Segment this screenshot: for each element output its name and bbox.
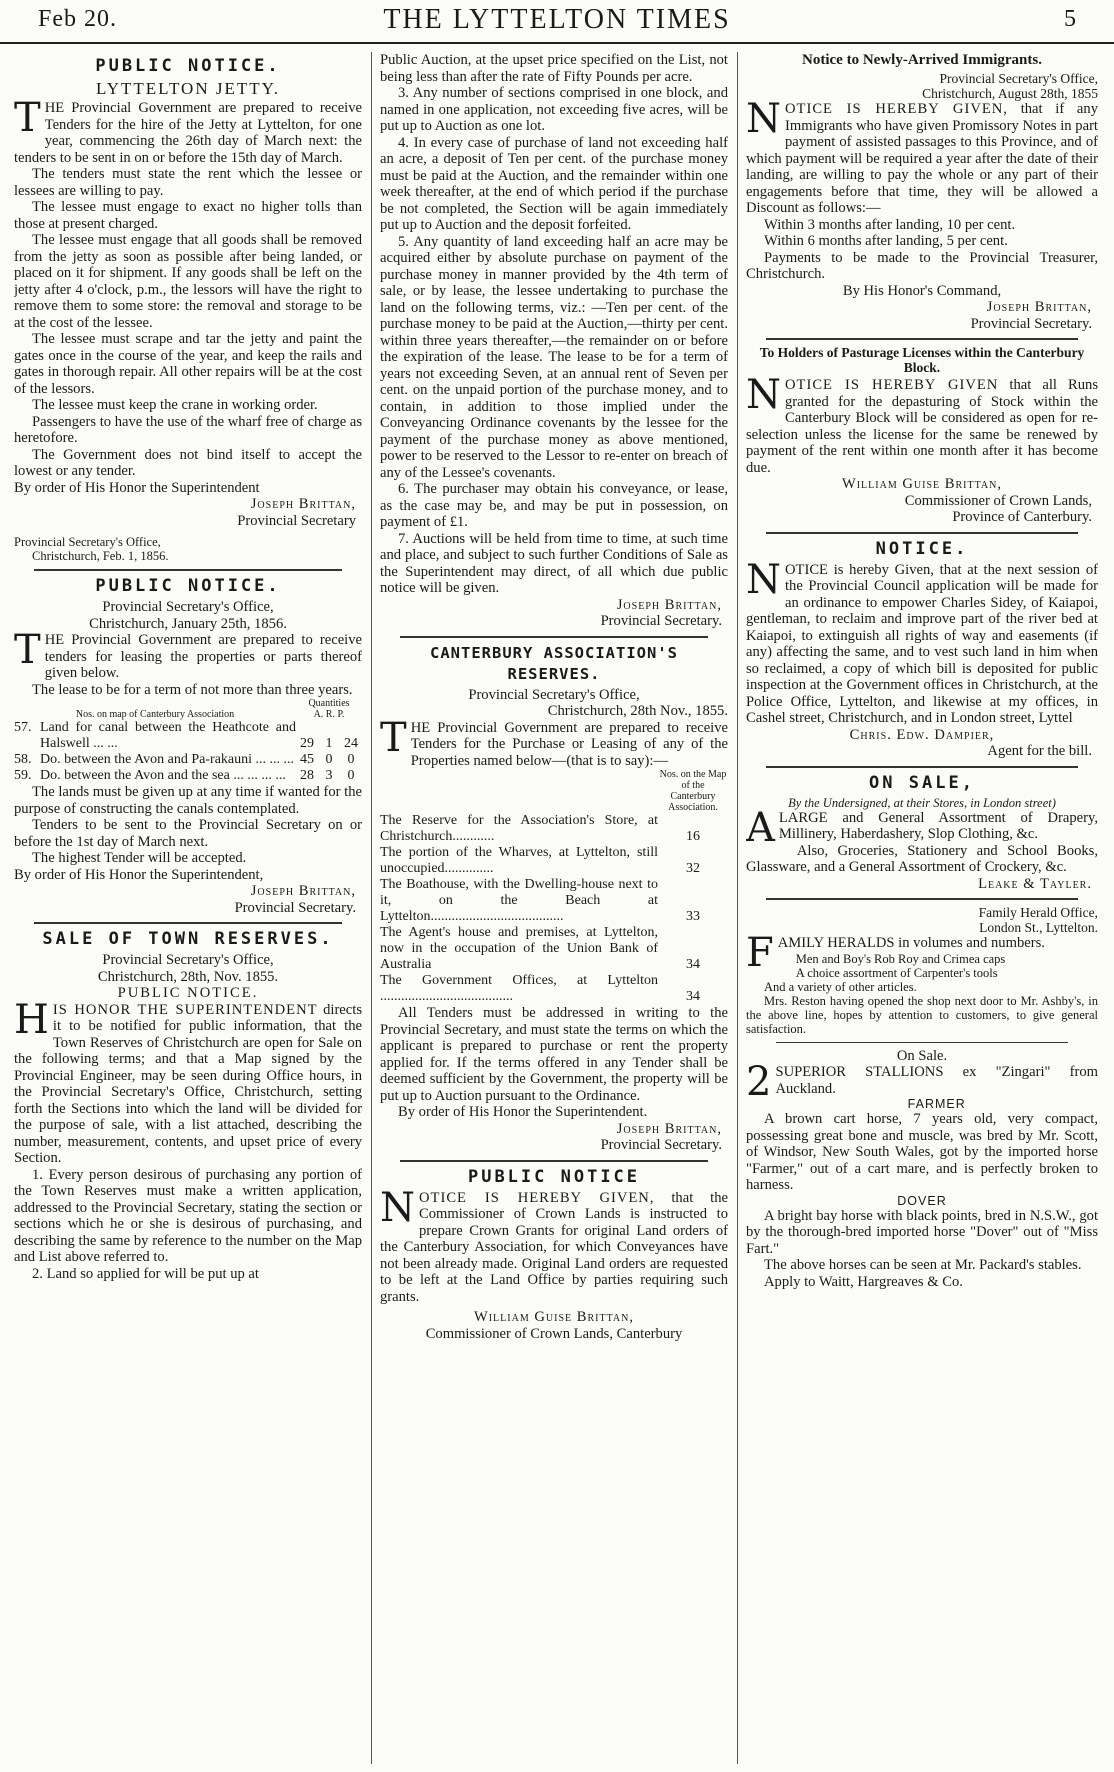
notice-separator [34, 922, 342, 924]
notice-paragraph: THE Provincial Government are prepared to receive Tenders for the hire of the Jetty at Lyttelton, for one year, commencing the 26th day of March next: the tenders to be sent in on or before the 15th day of March. [14, 95, 362, 166]
list-item: Men and Boy's Rob Roy and Crimea caps [795, 951, 1006, 966]
notice-paragraph: 6. The purchaser may obtain his conveyance, or lease, as the case may be, and may be put in possession, on payment of £1. [380, 481, 728, 530]
notice-paragraph: The tenders must state the rent which the lessee or lessees are willing to pay. [14, 166, 362, 199]
notice-paragraph: Also, Groceries, Stationery and School Books, Glassware, and a General Assortment of Crockery, &c. [746, 842, 1098, 875]
masthead [0, 0, 1114, 44]
notice-paragraph: All Tenders must be addressed in writing to the Provincial Secretary, and must state the terms on which the applicant is prepared to purchase or rent the property applied for. If the terms offered in any Tender shall be deemed sufficient by the Government, the property will be put up to Auction pursuant to the Ordinance. [380, 1005, 728, 1104]
notice-paragraph: By order of His Honor the Superintendent, [14, 866, 264, 883]
signature-title: Provincial Secretary [237, 512, 356, 529]
signature-name: Joseph Brittan, [250, 496, 356, 512]
notice-separator [766, 898, 1078, 900]
properties-table [380, 769, 728, 1005]
signature-name: Joseph Brittan, [986, 299, 1092, 315]
drop-cap: 2 [746, 1059, 772, 1105]
column-2 [380, 52, 728, 1764]
notice-crown-grants [380, 1167, 728, 1343]
notice-separator [766, 766, 1078, 768]
notice-pasturage [746, 345, 1098, 526]
drop-cap: N [380, 1184, 415, 1231]
office-line: Provincial Secretary's Office, [102, 599, 274, 615]
notice-paragraph: NOTICE is hereby Given, that at the next session of the Provincial Council application will be made for an ordinance to empower Charles Sidey, of Kaiapoi, gentleman, to reclaim and improve part of the river bed at Kaiapoi, to extinguish all rights of way and easements (if any) affecting the same, and to vest such land in him when so reclaimed, a copy of which bill is deposited for public inspection at the Government offices in Christchurch, at the Police Office, Lyttelton, and likewise at my offices, in Cashel street, Christchurch, and in London street, Lyttel [746, 556, 1098, 726]
newspaper-title: THE LYTTELTON TIMES [383, 4, 731, 35]
notice-heading: ON SALE, [869, 772, 975, 793]
notice-paragraph: FAMILY HERALDS in volumes and numbers. [746, 930, 1045, 976]
notice-paragraph: The lessee must engage that all goods shall be removed from the jetty as soon as possible after being landed, or placed on it for shipment. If any goods shall be left on the jetty after 4 o'clock, p.m., the lessors will have the right to remove them to some store: the removal and storage to be at the cost of the lessee. [14, 232, 362, 331]
notice-paragraph: By order of His Honor the Superintendent. [398, 1104, 648, 1120]
horse-name: DOVER [897, 1193, 947, 1208]
table-row: The Reserve for the Association's Store, at Christchurch............ 16 [380, 813, 700, 844]
signature-name: Joseph Brittan, [616, 596, 722, 613]
notice-town-reserves [14, 929, 362, 1282]
notice-paragraph: The lands must be given up at any time if wanted for the purpose of constructing the canals contemplated. [14, 784, 362, 817]
signature-name: Joseph Brittan, [616, 1120, 722, 1137]
drop-cap: N [746, 372, 781, 418]
lease-table [14, 698, 362, 784]
list-item: And a variety of other articles. [764, 979, 917, 994]
signature-title: Provincial Secretary. [970, 315, 1092, 332]
table-row: 58. Do. between the Avon and Pa-rakauni ... ... ... 45 0 0 [14, 752, 355, 767]
drop-cap: T [14, 95, 41, 141]
notice-paragraph: 4. In every case of purchase of land not exceeding half an acre, a deposit of Ten per cent. of the purchase money must be paid at the Auction, and the remainder within one week thereafter, at the end of which period if the purchase be not completed, the Section will be again immediately put up to Auction and the deposit forfeited. [380, 134, 728, 233]
office-line: Provincial Secretary's Office, [102, 952, 274, 968]
notice-paragraph: Mrs. Reston having opened the shop next door to Mr. Ashby's, in the above line, hopes by attention to customers, to give general satisfaction. [746, 993, 1098, 1036]
notice-immigrants [746, 52, 1098, 332]
signature-title: Provincial Secretary. [234, 899, 356, 916]
notice-paragraph: 2. Land so applied for will be put up at [32, 1265, 259, 1282]
notice-paragraph: 5. Any quantity of land exceeding half an acre may be acquired either by absolute purchase on payment of the purchase money in manner provided by the 4th term of sale, or by lease, the lessee undertaking to purchase the land on the following terms, viz.: —Ten per cent. of the purchase money to be paid at the Auction,—thirty per cent. within three years thereafter,—the remainder on or before the expiration of the lease. The lease to be for a term of years not exceeding Seven, at an annual rent of Seven per cent. on the unpaid portion of the purchase money, and to contain, in addition to those implied under the Conveyancing Ordinance covenants by the lessee for the payment of the purchase money as above mentioned, power to be reserved to the Lessor to re-enter on breach of any of the Lessee's covenants. [380, 233, 728, 481]
list-item: A choice assortment of Carpenter's tools [795, 965, 998, 980]
notice-separator [766, 532, 1078, 534]
notice-subheading: PUBLIC NOTICE. [117, 985, 259, 1001]
notice-heading: PUBLIC NOTICE. [95, 576, 281, 596]
table-header-units: A. R. P. [313, 709, 345, 720]
signature-title: Agent for the bill. [987, 743, 1092, 759]
table-row: The Boathouse, with the Dwelling-house next to it, on the Beach at Lyttelton...................................... 33 [380, 877, 700, 924]
table-row: 59. Do. between the Avon and the sea ... ... ... ... 28 3 0 [14, 768, 355, 783]
notice-kaiapoi [746, 539, 1098, 760]
table-header: Nos. on map of Canterbury Association [75, 709, 235, 720]
notice-paragraph: 1. Every person desirous of purchasing any portion of the Town Reserves must make a written application, addressed to the Provincial Secretary, stating the section or sections which he or she is desirous of purchasing, and describing the same by reference to the number on the Map and List above referred to. [14, 1166, 362, 1265]
issue-date: Feb 20. [38, 6, 117, 32]
notice-paragraph: The lease to be for a term of not more than three years. [32, 681, 353, 698]
column-1 [14, 52, 362, 1764]
notice-paragraph: The above horses can be seen at Mr. Packard's stables. [764, 1257, 1082, 1273]
office-date: Christchurch, August 28th, 1855 [922, 86, 1098, 101]
notice-heading: PUBLIC NOTICE. [95, 56, 281, 76]
notice-heading: NOTICE. [875, 538, 969, 559]
signature-title: Provincial Secretary. [600, 613, 722, 629]
signature-name: William Guise Brittan, [841, 476, 1003, 492]
office-date: Christchurch, Feb. 1, 1856. [32, 549, 169, 563]
notice-paragraph: Passengers to have the use of the wharf free of charge as heretofore. [14, 413, 362, 446]
notice-paragraph: 2 SUPERIOR STALLIONS ex "Zingari" from Auckland. [746, 1059, 1098, 1105]
signature-name: William Guise Brittan, [473, 1309, 635, 1325]
office-line: Provincial Secretary's Office, [468, 686, 640, 703]
drop-cap: T [380, 714, 407, 761]
notice-family-herald [746, 905, 1098, 1036]
notice-lease [14, 576, 362, 916]
notice-paragraph: NOTICE IS HEREBY GIVEN that all Runs granted for the depasturing of Stock within the Canterbury Block will be considered as open for re-selection unless the license for the same be renewed by payment of the rent within one month after it has become due. [746, 372, 1098, 476]
notice-separator [400, 636, 708, 638]
notice-heading: SALE OF TOWN RESERVES. [42, 929, 334, 949]
notice-heading: Notice to Newly-Arrived Immigrants. [802, 52, 1042, 68]
notice-separator [34, 569, 342, 571]
notice-paragraph: By order of His Honor the Superintendent [14, 479, 260, 496]
drop-cap: N [746, 96, 781, 142]
notice-paragraph: Apply to Waitt, Hargreaves & Co. [764, 1273, 963, 1290]
notice-paragraph: The lessee must keep the crane in working order. [32, 397, 318, 413]
notice-heading: CANTERBURY ASSOCIATION'S RESERVES. [430, 643, 678, 683]
notice-paragraph: THE Provincial Government are prepared to receive tenders for leasing the properties or parts thereof given below. [14, 627, 362, 681]
signature-name: Chris. Edw. Dampier, [849, 726, 995, 743]
notice-stallions [746, 1048, 1098, 1291]
notice-paragraph: The Government does not bind itself to accept the lowest or any tender. [14, 446, 362, 479]
signature-name: Leake & Tayler. [978, 875, 1092, 892]
table-row: 57. Land for canal between the Heathcote and Halswell ... ... 29 1 24 [14, 720, 358, 751]
notice-paragraph: The highest Tender will be accepted. [32, 850, 247, 866]
notice-heading: On Sale. [896, 1047, 948, 1064]
notice-on-sale [746, 773, 1098, 893]
drop-cap: N [746, 556, 781, 603]
discount-line: Within 3 months after landing, 10 per cent. [764, 216, 1016, 233]
notice-town-reserves-cont [380, 52, 728, 630]
notice-paragraph: 7. Auctions will be held from time to time, at such time and place, and subject to such further Conditions of Sale as the Superintendent may direct, of all which due public notice will be given. [380, 530, 728, 596]
office-line: Provincial Secretary's Office, [14, 535, 161, 549]
notice-separator [776, 1042, 1068, 1043]
notice-jetty [14, 56, 362, 563]
notice-heading: PUBLIC NOTICE [467, 1166, 641, 1187]
page-number: 5 [1064, 6, 1076, 32]
notice-subheading: By the Undersigned, at their Stores, in London street) [788, 795, 1056, 810]
notice-paragraph: A bright bay horse with black points, bred in N.S.W., got by the thorough-bred imported horse "Dover" out of "Miss Fart." [746, 1207, 1098, 1257]
notice-paragraph: THE Provincial Government are prepared to receive Tenders for the Purchase or Leasing of any of the Properties named below—(that is to say):— [380, 714, 728, 769]
table-row: The portion of the Wharves, at Lyttelton, still unoccupied.............. 32 [380, 845, 700, 876]
table-row: The Government Offices, at Lyttelton ...................................... 34 [380, 973, 700, 1004]
notice-paragraph: The lessee must scrape and tar the jetty and paint the gates once in the course of the year, and keep the rails and gates in thorough repair. All other repairs will be at the cost of the lessors. [14, 331, 362, 397]
drop-cap: A [746, 804, 775, 851]
signature-title: Provincial Secretary. [600, 1137, 722, 1153]
notice-paragraph: ALARGE and General Assortment of Drapery, Millinery, Haberdashery, Slop Clothing, &c. [746, 804, 1098, 851]
signature-name: Joseph Brittan, [250, 883, 356, 899]
notice-paragraph: Tenders to be sent to the Provincial Secretary on or before the 1st day of March next. [14, 817, 362, 850]
notice-paragraph: HIS HONOR THE SUPERINTENDENT directs it to be notified for public information, that the Town Reserves of Christchurch are open for Sale on the following terms; and that a Map signed by the Provincial Engineer, may be seen during Office hours, in the Provincial Secretary's Office, Christchurch, setting forth the Sections into which the land will be divided for the purpose of sale, with a list attached, describing the number, measurement, contents, and upset price of every Section. [14, 996, 362, 1166]
column-rule [371, 52, 372, 1764]
signature-title: Commissioner of Crown Lands, Canterbury [425, 1325, 683, 1342]
signature-title: Commissioner of Crown Lands, [904, 492, 1092, 509]
notice-paragraph: The lessee must engage to exact no higher tolls than those at present charged. [14, 199, 362, 232]
notice-paragraph: A brown cart horse, 7 years old, very compact, possessing great bone and muscle, was bred by Mr. Scott, of Windsor, New South Wales, got by the imported horse "Farmer," out of a cart mare, and is perfectly broken to harness. [746, 1111, 1098, 1193]
drop-cap: H [14, 996, 49, 1043]
notice-paragraph: 3. Any number of sections comprised in one block, and named in one application, not exceeding five acres, will be put up to Auction as one lot. [380, 85, 728, 134]
drop-cap: T [14, 627, 41, 673]
table-header: Quantities [308, 698, 350, 709]
notice-separator [766, 338, 1078, 340]
office-address: London St., Lyttelton. [979, 920, 1098, 935]
notice-paragraph: NOTICE IS HEREBY GIVEN, that if any Immigrants who have given Promissory Notes in part payment of assisted passages to this Province, and of which payment will be required a year after the date of their landing, are willing to pay the whole or any part of their engagements before that time, they will be allowed a Discount as follows:— [746, 96, 1098, 216]
column-rule [737, 52, 738, 1764]
office-line: Provincial Secretary's Office, [939, 71, 1098, 86]
notice-paragraph: Public Auction, at the upset price specified on the List, not being less than after the rate of Fifty Pounds per acre. [380, 52, 728, 85]
office-date: Christchurch, 28th Nov., 1855. [547, 703, 728, 719]
drop-cap: F [746, 930, 774, 976]
horse-name: FARMER [907, 1097, 966, 1111]
notice-separator [400, 1160, 708, 1162]
table-row: The Agent's house and premises, at Lyttelton, now in the occupation of the Union Bank of Australia 34 [380, 925, 700, 972]
notice-association-reserves [380, 643, 728, 1154]
notice-paragraph: Payments to be made to the Provincial Treasurer, Christchurch. [746, 249, 1098, 282]
notice-subheading: LYTTELTON JETTY. [96, 79, 280, 98]
table-header: Nos. on the Map of the Canterbury Association. [659, 769, 727, 813]
column-3 [746, 52, 1098, 1764]
notice-paragraph: NOTICE IS HEREBY GIVEN, that the Commissioner of Crown Lands is instructed to prepare Crown Grants for original Land orders of the Canterbury Association, for which Conveyances have not been already made. Original Land orders are requested to be left at the Land Office by parties requiring such grants. [380, 1184, 728, 1305]
signature-title-2: Province of Canterbury. [952, 509, 1092, 525]
office-date: Christchurch, January 25th, 1856. [89, 615, 287, 632]
notice-paragraph: By His Honor's Command, [842, 282, 1002, 299]
office-date: Christchurch, 28th, Nov. 1855. [97, 968, 279, 985]
notice-heading: To Holders of Pasturage Licenses within the Canterbury Block. [759, 345, 1085, 375]
office-line: Family Herald Office, [978, 905, 1098, 920]
discount-line: Within 6 months after landing, 5 per cent. [764, 233, 1008, 249]
